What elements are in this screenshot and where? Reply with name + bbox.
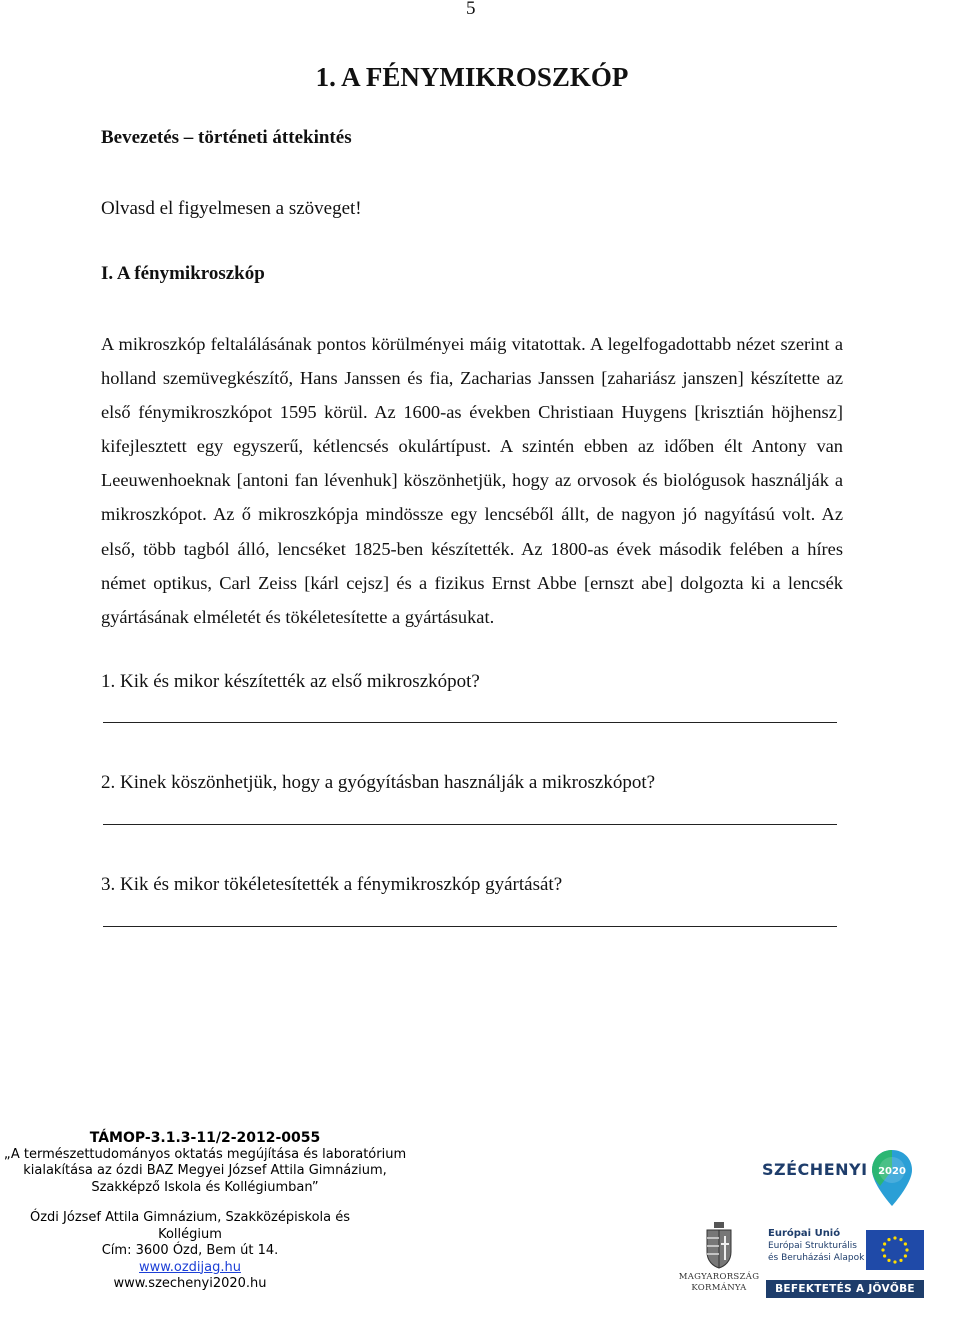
szechenyi-logo-year: 2020 xyxy=(878,1166,906,1177)
answer-line-3[interactable] xyxy=(103,926,837,927)
school-name-line: Kollégium xyxy=(158,1226,222,1242)
section-heading: Bevezetés – történeti áttekintés xyxy=(101,127,352,148)
eu-slogan-banner: BEFEKTETÉS A JÖVŐBE xyxy=(766,1280,924,1298)
eu-star-icon xyxy=(893,1236,896,1239)
answer-line-2[interactable] xyxy=(103,824,837,825)
question-3: 3. Kik és mikor tökéletesítették a fénymikroszkóp gyártását? xyxy=(101,874,563,895)
eu-star-icon xyxy=(887,1259,890,1262)
eu-star-icon xyxy=(904,1242,907,1245)
subsection-heading: I. A fénymikroszkóp xyxy=(101,263,265,284)
eu-star-icon xyxy=(887,1238,890,1241)
government-logo-line: KORMÁNYA xyxy=(691,1283,747,1293)
footer-school-info xyxy=(0,1210,380,1293)
eu-star-icon xyxy=(883,1254,886,1257)
szechenyi-logo-text: SZÉCHENYI xyxy=(762,1160,868,1179)
project-code: TÁMOP-3.1.3-11/2-2012-0055 xyxy=(89,1130,321,1146)
government-logo-line: MAGYARORSZÁG xyxy=(678,1272,760,1282)
eu-star-icon xyxy=(893,1260,896,1263)
eu-union-label: Európai Unió xyxy=(768,1228,841,1239)
instruction-text: Olvasd el figyelmesen a szöveget! xyxy=(101,198,362,219)
eu-funds-line: és Beruházási Alapok xyxy=(768,1253,865,1263)
question-1: 1. Kik és mikor készítették az első mikroszkópot? xyxy=(101,671,480,692)
eu-funds-line: Európai Strukturális xyxy=(768,1241,857,1251)
szechenyi-2020-logo xyxy=(756,1148,916,1198)
question-2: 2. Kinek köszönhetjük, hogy a gyógyításban használják a mikroszkópot? xyxy=(101,772,656,793)
project-title-line: Szakképző Iskola és Kollégiumban” xyxy=(91,1179,319,1195)
eu-star-icon xyxy=(883,1242,886,1245)
school-name-line: Ózdi József Attila Gimnázium, Szakközépiskola és xyxy=(29,1210,351,1225)
project-title-line: „A természettudományos oktatás megújítása és laboratórium xyxy=(3,1146,407,1162)
body-paragraph: A mikroszkóp feltalálásának pontos körülményei máig vitatottak. A legelfogadottabb nézet szerint a holland szemüvegkészítő, Hans Janssen és fia, Zacharias Janssen [zahariász janszen] készítette az első fénymikroszkópot 1595 körül. Az 1600-as években Christiaan Huygens [krisztián höjhensz] kifejlesztett egy egyszerű, kétlencsés okulártípust. A szintén ebben az időben élt Antony van Leeuwenhoeknak [antoni fan lévenhuk] köszönhetjük, hogy az orvosok és biológusok használják a mikroszkópot. Az ő mikroszkópja mindössze egy lencséből állt, de nagyon jó nagyítású volt. Az első, több tagból álló, lencséket 1825-ben készítették. Az 1800-as évek második felében a híres német optikus, Carl Zeiss [kárl cejsz] és a fizikus Ernst Abbe [ernszt abe] dolgozta ki a lencsék gyártásának elméletét és tökéletesítette a gyártásukat. xyxy=(101,334,843,627)
school-address: Cím: 3600 Ózd, Bem út 14. xyxy=(101,1243,279,1258)
footer-project-info xyxy=(0,1130,410,1196)
coat-of-arms-icon xyxy=(676,1218,762,1272)
eu-funds-logo xyxy=(766,1226,924,1298)
eu-flag-icon xyxy=(866,1230,924,1270)
chapter-title: 1. A FÉNYMIKROSZKÓP xyxy=(315,62,629,92)
eu-star-icon xyxy=(904,1254,907,1257)
eu-star-icon xyxy=(881,1248,884,1251)
location-pin-icon xyxy=(870,1148,914,1208)
eu-star-icon xyxy=(905,1248,908,1251)
government-crest-logo xyxy=(676,1218,762,1306)
project-title-line: kialakítása az ózdi BAZ Megyei József Attila Gimnázium, xyxy=(23,1163,387,1178)
program-website: www.szechenyi2020.hu xyxy=(113,1276,267,1291)
page-number: 5 xyxy=(466,0,476,19)
eu-star-icon xyxy=(899,1238,902,1241)
eu-star-icon xyxy=(899,1259,902,1262)
school-website-link[interactable]: www.ozdijag.hu xyxy=(139,1259,241,1275)
answer-line-1[interactable] xyxy=(103,722,837,723)
